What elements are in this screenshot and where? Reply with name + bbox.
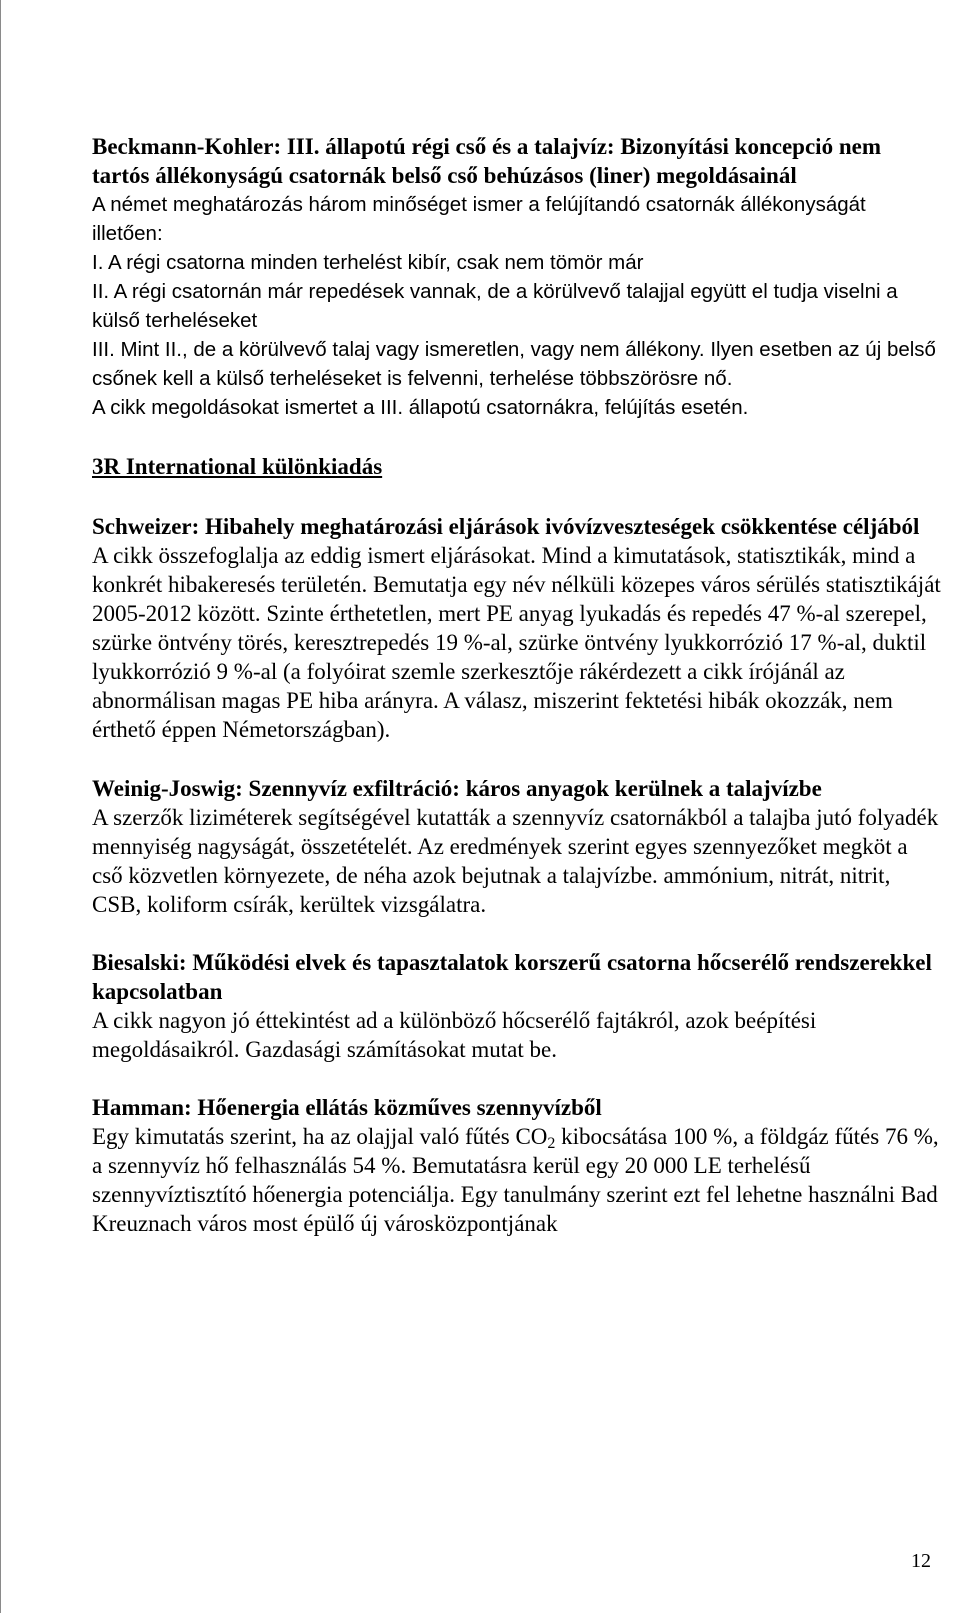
- beckmann-item-2: II. A régi csatornán már repedések vannak, de a körülvevő talajjal együtt el tudja viselni a külső terheléseket: [92, 280, 898, 332]
- international-heading: 3R International különkiadás: [92, 454, 383, 479]
- beckmann-intro: A német meghatározás három minőséget ismer a felújítandó csatornák állékonyságát illetően:: [92, 193, 866, 245]
- hamman-title: Hamman: Hőenergia ellátás közműves szennyvízből: [92, 1095, 602, 1120]
- beckmann-closing: A cikk megoldásokat ismertet a III. állapotú csatornákra, felújítás esetén.: [92, 396, 749, 419]
- weinig-title: Weinig-Joswig: Szennyvíz exfiltráció: káros anyagok kerülnek a talajvízbe: [92, 776, 822, 801]
- hamman-body-part-1: Egy kimutatás szerint, ha az olajjal való fűtés CO: [92, 1124, 548, 1149]
- page-edge: [0, 0, 1, 1613]
- beckmann-body: [92, 190, 942, 422]
- hamman-body: [92, 1122, 942, 1238]
- spacer: [92, 744, 942, 774]
- spacer: [92, 1064, 942, 1093]
- co2-subscript: 2: [547, 1135, 556, 1152]
- hamman-body-part-2: kibocsátása 100 %, a földgáz fűtés 76 %, a szennyvíz hő felhasználás 54 %. Bemutatásra kerül egy 20 000 LE terhelésű szennyvíztisztító hőenergia potenciálja. Egy tanulmány szerint ezt fel lehetne használni Bad Kreuznach város most épülő új városközpontjának: [92, 1124, 939, 1236]
- biesalski-body: A cikk nagyon jó éttekintést ad a különböző hőcserélő fajtákról, azok beépítési megoldásaikról. Gazdasági számításokat mutat be.: [92, 1008, 817, 1062]
- beckmann-item-3: III. Mint II., de a körülvevő talaj vagy ismeretlen, vagy nem állékony. Ilyen esetben az új belső csőnek kell a külső terheléseket is felvenni, terhelése többszörösre nő.: [92, 338, 936, 390]
- beckmann-item-1: I. A régi csatorna minden terhelést kibír, csak nem tömör már: [92, 251, 644, 274]
- spacer: [92, 422, 942, 452]
- schweizer-title: Schweizer: Hibahely meghatározási eljárások ivóvízveszteségek csökkentése céljából: [92, 514, 920, 539]
- spacer: [92, 481, 942, 512]
- page-number: 12: [911, 1550, 931, 1572]
- biesalski-title: Biesalski: Működési elvek és tapasztalatok korszerű csatorna hőcserélő rendszerekkel kapcsolatban: [92, 950, 932, 1004]
- beckmann-title: Beckmann-Kohler: III. állapotú régi cső és a talajvíz: Bizonyítási koncepció nem tartós állékonyságú csatornák belső cső behúzásos (liner) megoldásainál: [92, 134, 881, 188]
- weinig-body: A szerzők liziméterek segítségével kutatták a szennyvíz csatornákból a talajba jutó folyadék mennyiség nagyságát, összetételét. Az eredmények szerint egyes szennyezőket megköt a cső közvetlen környezete, de néha azok bejutnak a talajvízbe. ammónium, nitrát, nitrit, CSB, koliform csírák, kerültek vizsgálatra.: [92, 805, 939, 917]
- document-body: [92, 132, 942, 1238]
- spacer: [92, 919, 942, 948]
- schweizer-body: A cikk összefoglalja az eddig ismert eljárásokat. Mind a kimutatások, statisztikák, mind a konkrét hibakeresés területén. Bemutatja egy név nélküli közepes város sérülés statisztikáját 2005-2012 között. Szinte érthetetlen, mert PE anyag lyukadás és repedés 47 %-al szerepel, szürke öntvény törés, keresztrepedés 19 %-al, szürke öntvény lyukkorrózió 17 %-al, duktil lyukkorrózió 9 %-al (a folyóirat szemle szerkesztője rákérdezett a cikk írójánál az abnormálisan magas PE hiba arányra. A válasz, miszerint fektetési hibák okozzák, nem érthető éppen Németországban).: [92, 543, 941, 742]
